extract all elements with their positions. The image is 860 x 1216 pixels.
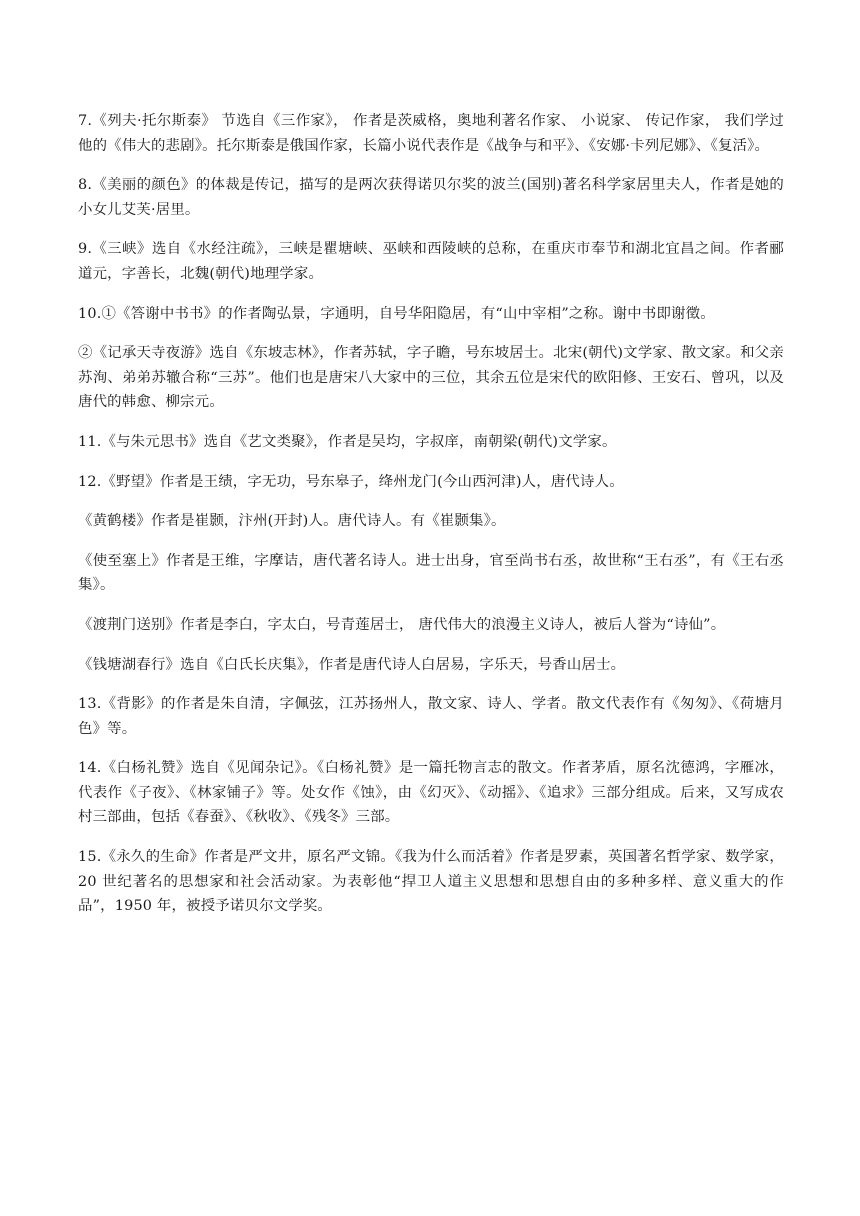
document-body [78, 109, 784, 934]
paragraph-12-yellow-crane-tower: 《黄鹤楼》作者是崔颢，汴州(开封)人。唐代诗人。有《崔颢集》。 [78, 513, 506, 530]
paragraph-7-tolstoy: 7.《列夫·托尔斯泰》 节选自《三作家》， 作者是茨威格，奥地利著名作家、 小说家、 传记作家， 我们学过他的《伟大的悲剧》。托尔斯泰是俄国作家，长篇小说代表作是《战争与和平》、《安娜·卡列尼娜》、《复活》。 [78, 113, 784, 154]
paragraph-14-white-poplar: 14.《白杨礼赞》选自《见闻杂记》。《白杨礼赞》是一篇托物言志的散文。作者茅盾，原名沈德鸿，字雁冰，代表作《子夜》、《林家铺子》等。处女作《蚀》，由《幻灭》、《动摇》、《追求》三部分组成。后来，又写成农村三部曲，包括《春蚕》、《秋收》、《残冬》三部。 [78, 760, 784, 826]
paragraph-9-three-gorges: 9.《三峡》选自《水经注疏》，三峡是瞿塘峡、巫峡和西陵峡的总称，在重庆市奉节和湖北宜昌之间。作者郦道元，字善长，北魏(朝代)地理学家。 [78, 241, 784, 282]
paragraph-8-beautiful-colors: 8.《美丽的颜色》的体裁是传记，描写的是两次获得诺贝尔奖的波兰(国别)著名科学家居里夫人，作者是她的小女儿艾芙·居里。 [78, 177, 784, 218]
paragraph-12-ye-wang: 12.《野望》作者是王绩，字无功，号东皋子，绛州龙门(今山西河津)人，唐代诗人。 [78, 473, 624, 490]
paragraph-10-chengtian-temple: ②《记承天寺夜游》选自《东坡志林》，作者苏轼，字子瞻，号东坡居士。北宋(朝代)文学家、散文家。和父亲苏洵、弟弟苏辙合称“三苏”。他们也是唐宋八大家中的三位，其余五位是宋代的欧阳修、王安石、曾巩，以及唐代的韩愈、柳宗元。 [78, 345, 784, 411]
paragraph-12-jingmen-farewell: 《渡荆门送别》作者是李白，字太白，号青莲居士， 唐代伟大的浪漫主义诗人，被后人誉为“诗仙”。 [78, 616, 726, 633]
paragraph-10-reply-to-xie: 10.①《答谢中书书》的作者陶弘景，字通明，自号华阳隐居，有“山中宰相”之称。谢中书即谢徵。 [78, 305, 715, 322]
paragraph-11-zhu-yuansi: 11.《与朱元思书》选自《艺文类聚》，作者是吴均，字叔庠，南朝梁(朝代)文学家。 [78, 433, 617, 450]
paragraph-15-eternal-life: 15.《永久的生命》作者是严文井，原名严文锦。《我为什么而活着》作者是罗素，英国著名哲学家、数学家，20 世纪著名的思想家和社会活动家。为表彰他“捍卫人道主义思想和思想自由的多种多样、意义重大的作品”，1950 年，被授予诺贝尔文学奖。 [78, 849, 784, 915]
paragraph-12-qiantang-lake: 《钱塘湖春行》选自《白氏长庆集》，作者是唐代诗人白居易，字乐天，号香山居士。 [78, 656, 626, 673]
paragraph-13-back-view: 13.《背影》的作者是朱自清，字佩弦，江苏扬州人，散文家、诗人、学者。散文代表作有《匆匆》、《荷塘月色》等。 [78, 696, 784, 737]
paragraph-12-envoy-to-frontier: 《使至塞上》作者是王维，字摩诘，唐代著名诗人。进士出身，官至尚书右丞，故世称“王右丞”，有《王右丞集》。 [78, 552, 784, 594]
